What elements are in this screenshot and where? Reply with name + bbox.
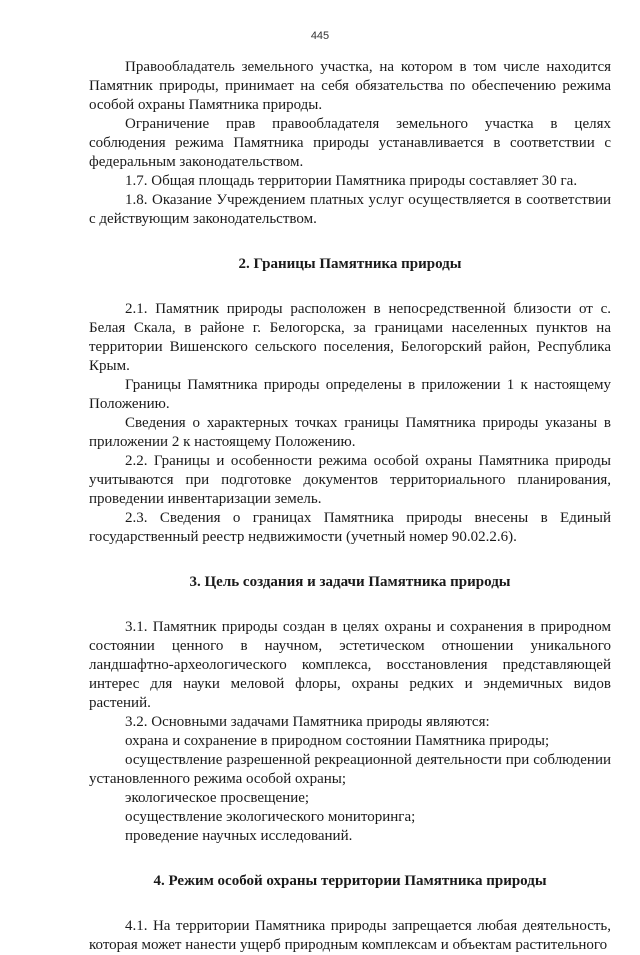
paragraph: проведение научных исследований. (125, 828, 353, 844)
document-body (89, 58, 611, 955)
paragraph: 4.1. На территории Памятника природы запрещается любая деятельность, которая может нанести ущерб природным комплексам и объектам растительного (89, 918, 611, 953)
paragraph: осуществление экологического мониторинга; (125, 809, 416, 825)
section-heading: 3. Цель создания и задачи Памятника природы (189, 574, 511, 590)
paragraph: 2.3. Сведения о границах Памятника природы внесены в Единый государственный реестр недвижимости (учетный номер 90.02.2.6). (89, 510, 611, 545)
section-heading: 4. Режим особой охраны территории Памятника природы (153, 873, 547, 889)
paragraph: 3.2. Основными задачами Памятника природы являются: (125, 714, 490, 730)
paragraph: экологическое просвещение; (125, 790, 310, 806)
paragraph: Ограничение прав правообладателя земельного участка в целях соблюдения режима Памятника природы устанавливается в соответствии с федеральным законодательством. (89, 116, 611, 170)
paragraph: 2.1. Памятник природы расположен в непосредственной близости от с. Белая Скала, в районе г. Белогорска, за границами населенных пунктов на территории Вишенского сельского поселения, Белогорский район, Республика Крым. (89, 301, 611, 374)
paragraph: 1.7. Общая площадь территории Памятника природы составляет 30 га. (125, 173, 578, 189)
paragraph: 1.8. Оказание Учреждением платных услуг осуществляется в соответствии с действующим законодательством. (89, 192, 611, 227)
paragraph: 2.2. Границы и особенности режима особой охраны Памятника природы учитываются при подготовке документов территориального планирования, проведении инвентаризации земель. (89, 453, 611, 507)
page-number: 445 (310, 30, 330, 42)
paragraph: Правообладатель земельного участка, на котором в том числе находится Памятник природы, принимает на себя обязательства по обеспечению режима особой охраны Памятника природы. (89, 59, 611, 113)
paragraph: осуществление разрешенной рекреационной деятельности при соблюдении установленного режима особой охраны; (89, 752, 611, 787)
paragraph: Границы Памятника природы определены в приложении 1 к настоящему Положению. (89, 377, 611, 412)
section-heading: 2. Границы Памятника природы (238, 256, 462, 272)
paragraph: охрана и сохранение в природном состоянии Памятника природы; (125, 733, 550, 749)
paragraph: 3.1. Памятник природы создан в целях охраны и сохранения в природном состоянии ценного в научном, эстетическом отношении уникального ландшафтно-археологического комплекса, восстановления представляющей интерес для науки меловой флоры, охраны редких и эндемичных видов растений. (89, 619, 611, 711)
paragraph: Сведения о характерных точках границы Памятника природы указаны в приложении 2 к настоящему Положению. (89, 415, 611, 450)
